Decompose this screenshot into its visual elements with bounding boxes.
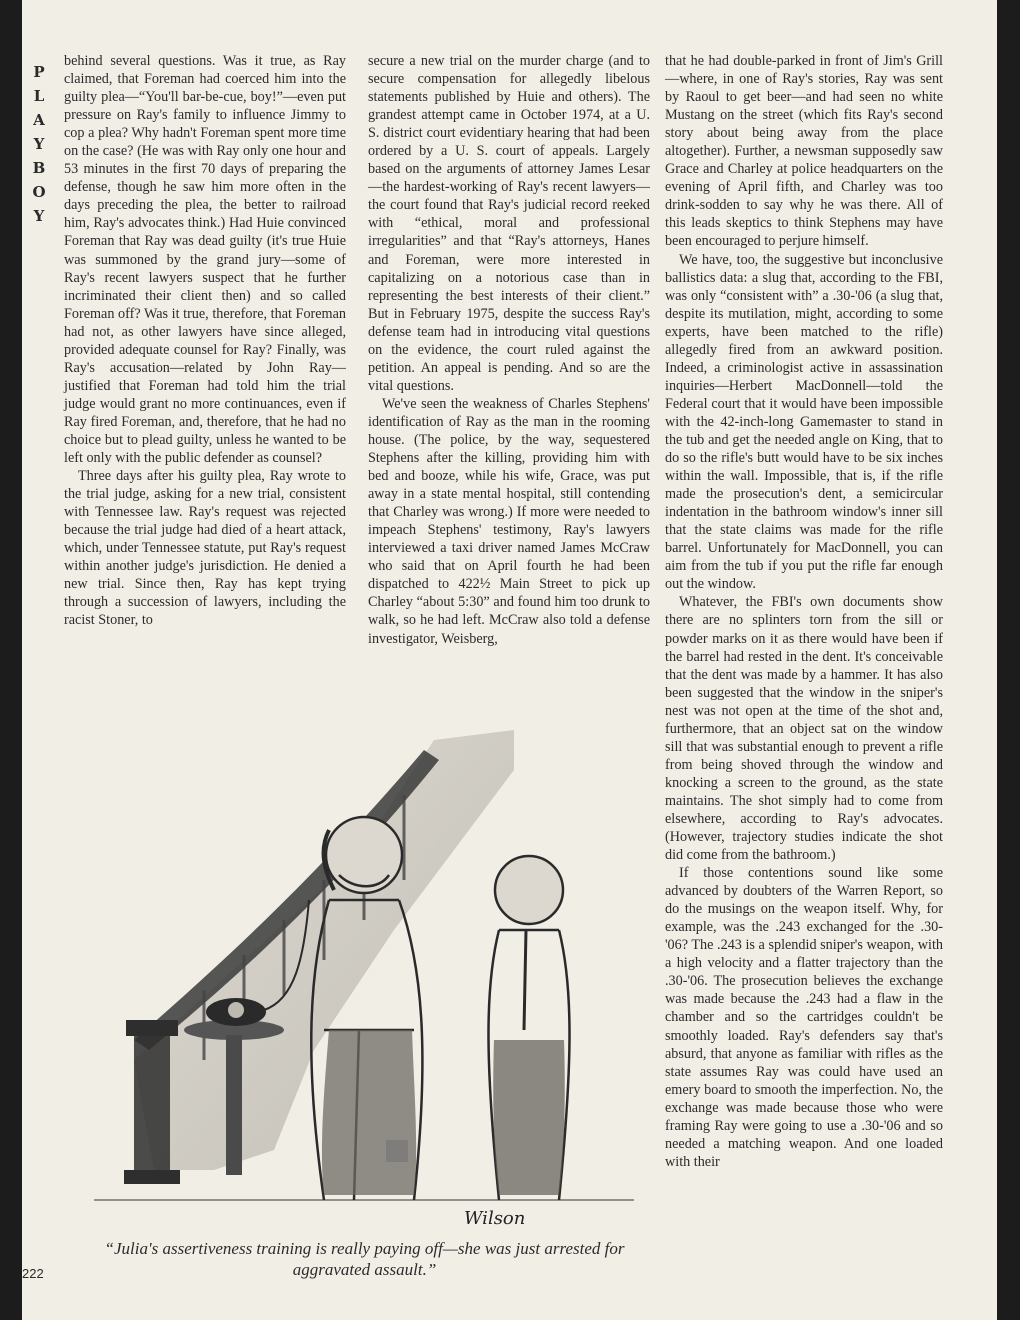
article-column-1 [64,52,346,630]
page-number: 222 [22,1266,44,1281]
man-trousers [322,1030,416,1195]
table-leg [226,1035,242,1175]
paragraph: that he had double-parked in front of Jim's Grill—where, in one of Ray's stories, Ray was sent by Raoul to get beer—and had seen no white Mustang on the street (which fits Ray's second story about being away from the place altogether). Further, a newsman supposedly saw Grace and Charley at police headquarters on the evening of April fifth, and Charley was too drink-sodden to say why he was there. All of this leads skeptics to think Stephens may have been encouraged to perjure himself. [665,53,943,250]
paragraph: secure a new trial on the murder charge (and to secure compensation for allegedly libelous statements published by Huie and others). The grandest attempt came in October 1974, at a U. S. district court evidentiary hearing that had been ordered by a U. S. court of appeals. Largely based on the arguments of attorney James Lesar—the hardest-working of Ray's recent lawyers—the court found that Ray's judicial record reeked with “ethical, moral and professional irregularities” and that “Ray's attorneys, Hanes and Foreman, were more interested in capitalizing on a notorious case than in representing the best interests of their client.” But in February 1975, despite the success Ray's defense team had in introducing vital questions on the evidence, the court ruled against the petition. An appeal is pending. And so are the vital questions. [368,53,650,394]
article-column-2 [368,52,650,648]
paragraph: Three days after his guilty plea, Ray wrote to the trial judge, asking for a new trial, consistent with Tennessee law. Ray's request was rejected because the trial judge had died of a heart attack, which, under Tennessee statute, put Ray's request within another judge's jurisdiction. He denied a new trial. Since then, Ray has kept trying through a succession of lawyers, including the racist Stoner, to [64,468,346,629]
paragraph: If those contentions sound like some advanced by doubters of the Warren Report, so do the musings on the weapon itself. Why, for example, was the .243 exchanged for the .30-'06? The .243 is a splendid sniper's weapon, with a high velocity and a flatter trajectory than the .30-'06. The prosecution believes the exchange was made because the .243 had a flaw in the chamber and so the cartridges couldn't be smoothly loaded. Ray's defenders say that's absurd, that anyone as familiar with rifles as the state assumes Ray was could have used an emery board to smooth the imperfection. No, the exchange was made because those who were framing Ray were going to use a .30-'06 and so needed a matching weapon. And one loaded with their [665,865,943,1170]
cartoonist-signature: Wilson [464,1208,526,1229]
paragraph: We have, too, the suggestive but inconclusive ballistics data: a slug that, according to the FBI, was only “consistent with” a .30-'06 (a slug that, despite its mutilation, might, according to some experts, have been matched to the rifle) allegedly fired from an awkward position. Indeed, a criminologist active in assassination inquiries—Herbert MacDonnell—told the Federal court that it would have been impossible with the 42-inch-long Gamemaster to stand in the tub and get the needed angle on King, that to do so the rifle's butt would have to be six inches within the wall. Impossible, that is, if the rifle made the prosecution's dent, a semicircular indentation in the bathroom window's inner sill that the state claims was made for the rifle barrel. Unfortunately for MacDonnell, you can aim from the tub if you put the rifle far enough out the window. [665,251,943,593]
masthead-letter: Y [33,207,45,225]
newel-base [124,1170,180,1184]
masthead-letter: P [33,63,45,81]
masthead-letter: B [32,159,46,177]
article-column-3 [665,52,943,1171]
masthead-letter: L [33,87,45,105]
cartoon-illustration [94,730,634,1240]
magazine-page [22,0,997,1320]
telephone-dial [228,1002,244,1018]
newel-cap [126,1020,178,1036]
paragraph: Whatever, the FBI's own documents show there are no splinters torn from the sill or powder marks on it as there would have been if the barrel had rested in the dent. It's conceivable that the dent was made by a hammer. It has also been suggested that the window in the sniper's nest was not open at the time of the shot and, furthermore, that an object sat on the window sill that was substantial enough to prevent a rifle from being shoved through the window and knocking a screen to the ground, as the state maintains. The shot simply had to come from elsewhere, according to Ray's advocates. (However, trajectory studies indicate the shot did come from the bathroom.) [665,594,943,864]
paragraph: We've seen the weakness of Charles Stephens' identification of Ray as the man in the rooming house. (The police, by the way, sequestered Stephens after the killing, providing him with bed and booze, while his wife, Grace, was put away in a state mental hospital, still contending that Charley was wrong.) If more were needed to impeach Stephens' testimony, Ray's lawyers interviewed a taxi driver named James McCraw who said that on April fourth he had been dispatched to 422½ Main Street to pick up Charley “about 5:30” and found him too drunk to walk, so he had left. McCraw also told a defense investigator, Weisberg, [368,395,650,647]
cartoon-caption: “Julia's assertiveness training is really paying off—she was just arrested for aggravated assault.” [104,1239,625,1279]
masthead-letter: A [33,111,45,129]
playboy-masthead [28,60,50,228]
paragraph: behind several questions. Was it true, as Ray claimed, that Foreman had coerced him into the guilty plea—“You'll bar-be-cue, boy!”—even put pressure on Ray's family to influence Jimmy to cop a plea? Why hadn't Foreman spent more time on the case? (He was with Ray only one hour and 53 minutes in the first 70 days of preparing the defense, though he saw him more often in the days preceding the plea, the better to railroad him, Ray's advocates think.) Had Huie convinced Foreman that Ray was dead guilty (it's true Huie was summoned by the grand jury—some of Ray's recent lawyers suspect that he further incriminated their client then) and so called Foreman off? Was it true, therefore, that Foreman had not, as other lawyers have since alleged, provided adequate counsel for Ray? Finally, was Ray's accusation—related by John Ray—justified that Foreman had told him the trial judge would grant no more continuances, even if Ray fired Foreman, and, therefore, that he had no choice but to plead guilty, unless he wanted to be left only with the public defender as counsel? [64,53,346,467]
newel-post [134,1030,170,1180]
second-man-trousers [493,1040,565,1195]
cartoon-drawing [94,730,634,1240]
masthead-letter: Y [33,135,45,153]
wall-picture [386,1140,408,1162]
masthead-letter: O [32,183,46,201]
